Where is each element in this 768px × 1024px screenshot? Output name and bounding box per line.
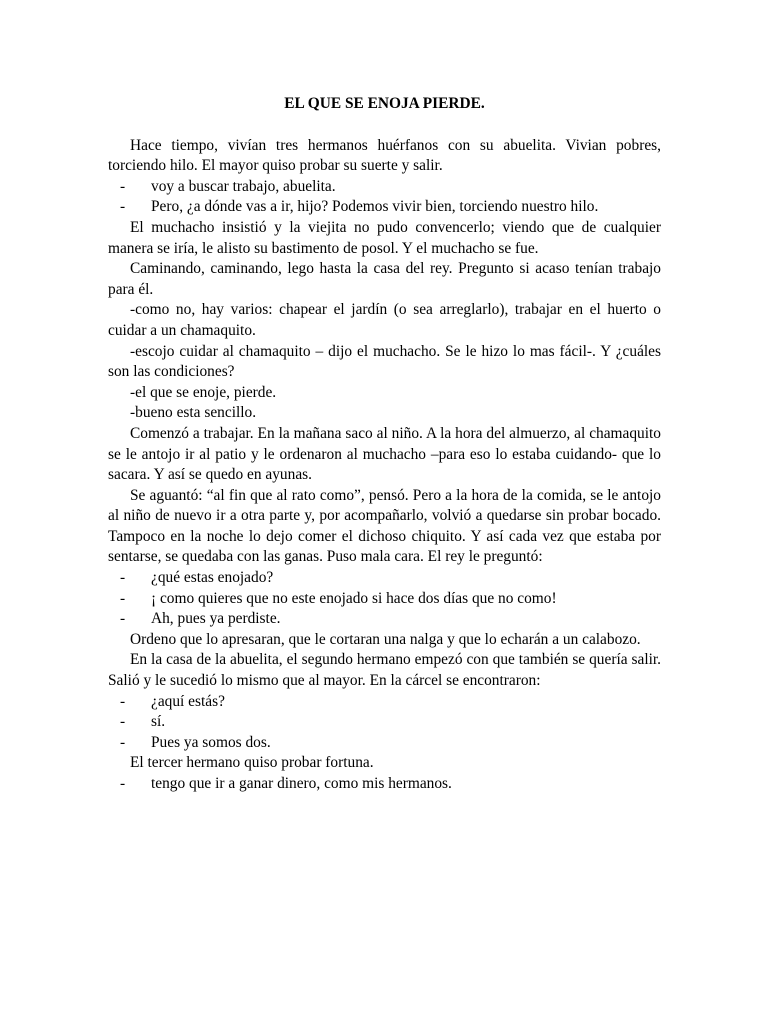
dialogue-line [108, 609, 661, 630]
paragraph: El tercer hermano quiso probar fortuna. [130, 754, 374, 772]
dialogue-dash: - [120, 177, 126, 195]
dialogue-line [108, 712, 661, 733]
dialogue-line [108, 177, 661, 198]
dialogue-line [108, 589, 661, 610]
dialogue-line [108, 774, 661, 795]
dialogue-dash: - [120, 733, 126, 751]
paragraph: -el que se enoje, pierde. [130, 383, 277, 401]
dialogue-text: Ah, pues ya perdiste. [151, 610, 281, 628]
paragraph: Comenzó a trabajar. En la mañana saco al niño. A la hora del almuerzo, al chamaquito se le antojo ir al patio y le ordenaron al muchacho –para eso lo estaba cuidando- que lo sacara. Y así se quedo en ayunas. [108, 424, 661, 484]
dialogue-dash: - [120, 610, 126, 628]
paragraph: Se aguantó: “al fin que al rato como”, pensó. Pero a la hora de la comida, se le antojo al niño de nuevo ir a otra parte y, por acompañarlo, volvió a quedarse sin probar bocado. Tampoco en la noche lo dejo comer el dichoso chiquito. Y así cada vez que estaba por sentarse, se quedaba con las ganas. Puso mala cara. El rey le preguntó: [108, 486, 661, 566]
paragraph: -escojo cuidar al chamaquito – dijo el muchacho. Se le hizo lo mas fácil-. Y ¿cuáles son las condiciones? [108, 342, 661, 381]
paragraph: -como no, hay varios: chapear el jardín (o sea arreglarlo), trabajar en el huerto o cuidar a un chamaquito. [108, 301, 661, 339]
dialogue-dash: - [120, 692, 126, 710]
dialogue-dash: - [120, 198, 126, 216]
paragraph: -bueno esta sencillo. [130, 404, 257, 422]
dialogue-dash: - [120, 569, 126, 587]
dialogue-line [108, 692, 661, 713]
dialogue-dash: - [120, 775, 126, 792]
document-page [108, 94, 661, 795]
dialogue-text: Pues ya somos dos. [151, 733, 271, 751]
document-title: EL QUE SE ENOJA PIERDE. [284, 95, 485, 112]
dialogue-dash: - [120, 713, 126, 731]
dialogue-text: ¿aquí estás? [151, 692, 225, 710]
dialogue-text: voy a buscar trabajo, abuelita. [151, 177, 336, 195]
paragraph: El muchacho insistió y la viejita no pudo convencerlo; viendo que de cualquier manera se iría, le alisto su bastimento de posol. Y el muchacho se fue. [108, 218, 661, 257]
dialogue-text: sí. [151, 713, 166, 731]
paragraph: Ordeno que lo apresaran, que le cortaran una nalga y que lo echarán a un calabozo. [130, 630, 641, 648]
dialogue-line [108, 568, 661, 589]
dialogue-line [108, 733, 661, 754]
dialogue-text: ¿qué estas enojado? [151, 569, 274, 587]
dialogue-line [108, 197, 661, 218]
dialogue-text: ¡ como quieres que no este enojado si hace dos días que no como! [151, 589, 557, 607]
paragraph: En la casa de la abuelita, el segundo hermano empezó con que también se quería salir. Salió y le sucedió lo mismo que al mayor. En la cárcel se encontraron: [108, 651, 661, 690]
paragraph: Caminando, caminando, lego hasta la casa del rey. Pregunto si acaso tenían trabajo para él. [108, 260, 661, 298]
dialogue-text: Pero, ¿a dónde vas a ir, hijo? Podemos vivir bien, torciendo nuestro hilo. [151, 198, 599, 216]
dialogue-text: tengo que ir a ganar dinero, como mis hermanos. [151, 775, 452, 792]
paragraph: Hace tiempo, vivían tres hermanos huérfanos con su abuelita. Vivian pobres, torciendo hilo. El mayor quiso probar su suerte y salir. [108, 136, 661, 175]
dialogue-dash: - [120, 589, 126, 607]
